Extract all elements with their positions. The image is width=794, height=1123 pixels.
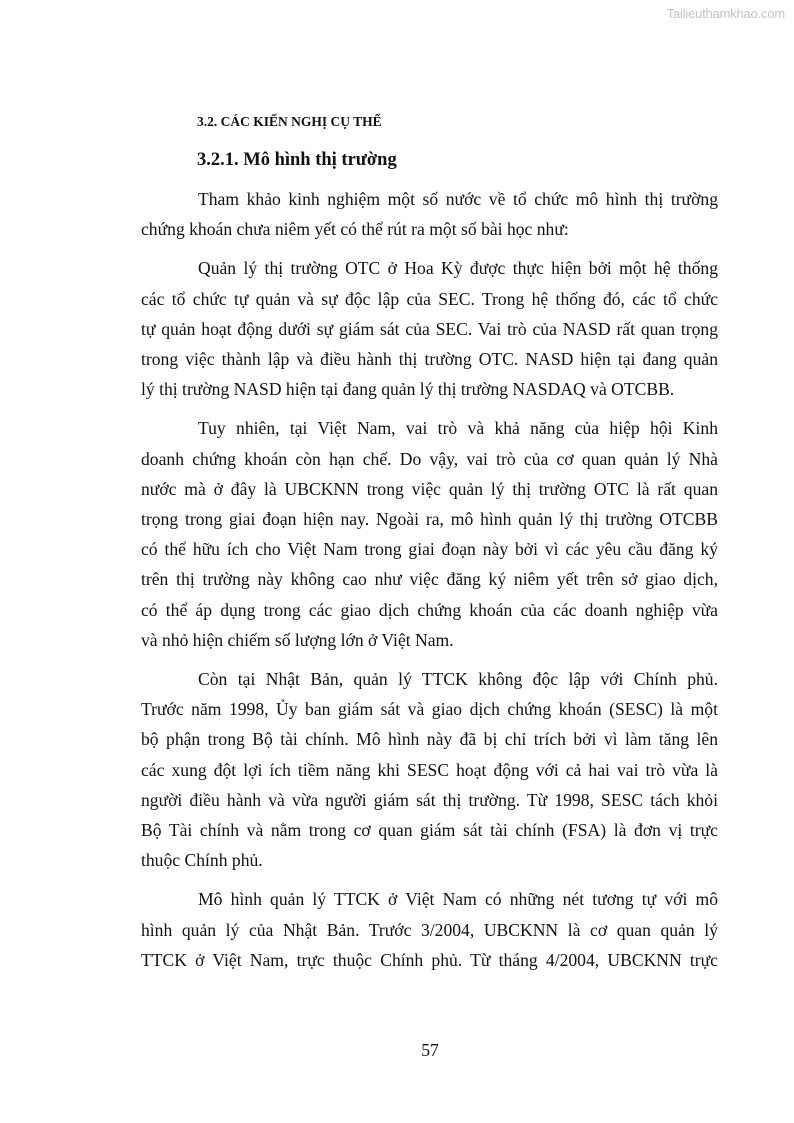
paragraph-5 [141,884,718,975]
paragraph-line: nước mà ở đây là UBCKNN trong việc quản lý thị trường OTC là rất quan [141,478,718,499]
paragraph-line: bộ phận trong Bộ tài chính. Mô hình này đã bị chỉ trích bởi vì làm tăng lên [141,729,718,750]
paragraph-line: doanh chứng khoán còn hạn chế. Do vậy, vai trò của cơ quan quản lý Nhà [141,448,718,469]
paragraph-line: có thể hữu ích cho Việt Nam trong giai đoạn này bởi vì các yêu cầu đăng ký [141,539,718,560]
paragraph-line: trên thị trường này không cao như việc đăng ký niêm yết trên sở giao dịch, [141,569,718,590]
paragraph-1 [141,184,718,244]
paragraph-line: Mô hình quản lý TTCK ở Việt Nam có những nét tương tự với mô [198,889,718,910]
page-number: 57 [421,1040,439,1060]
subsection-heading: 3.2.1. Mô hình thị trường [197,150,397,170]
paragraph-line: các xung đột lợi ích tiềm năng khi SESC hoạt động với cả hai vai trò vừa là [141,759,718,780]
paragraph-line: lý thị trường NASD hiện tại đang quản lý thị trường NASDAQ và OTCBB. [141,379,675,400]
document-body [141,112,718,975]
paragraph-line: Tham khảo kinh nghiệm một số nước về tổ chức mô hình thị trường [198,189,718,209]
paragraph-line: người điều hành và vừa người giám sát thị trường. Từ 1998, SESC tách khỏi [141,789,718,810]
paragraph-line: chứng khoán chưa niêm yết có thể rút ra một số bài học như: [141,219,569,240]
paragraph-line: Bộ Tài chính và nằm trong cơ quan giám sát tài chính (FSA) là đơn vị trực [141,820,718,841]
paragraph-line: hình quản lý của Nhật Bản. Trước 3/2004, UBCKNN là cơ quan quản lý [141,919,718,940]
paragraph-line: TTCK ở Việt Nam, trực thuộc Chính phủ. Từ tháng 4/2004, UBCKNN trực [141,949,718,970]
section-heading: 3.2. CÁC KIẾN NGHỊ CỤ THỂ [197,114,382,129]
paragraph-line: Quản lý thị trường OTC ở Hoa Kỳ được thực hiện bởi một hệ thống [198,258,718,279]
watermark-text: Tailieuthamkhao.com [666,6,785,21]
paragraph-2 [141,253,718,404]
paragraph-line: có thể áp dụng trong các giao dịch chứng khoán của các doanh nghiệp vừa [141,599,718,620]
paragraph-line: các tổ chức tự quản và sự độc lập của SEC. Trong hệ thống đó, các tổ chức [141,288,718,309]
paragraph-line: trong việc thành lập và điều hành thị trường OTC. NASD hiện tại đang quản [141,349,718,370]
paragraph-line: Còn tại Nhật Bản, quản lý TTCK không độc lập với Chính phủ. [198,669,718,690]
paragraph-line: Tuy nhiên, tại Việt Nam, vai trò và khả năng của hiệp hội Kinh [198,418,718,439]
paragraph-line: Trước năm 1998, Ủy ban giám sát và giao dịch chứng khoán (SESC) là một [141,699,718,720]
paragraph-3 [141,413,718,655]
paragraph-line: trọng trong giai đoạn hiện nay. Ngoài ra, mô hình quản lý thị trường OTCBB [141,509,718,530]
paragraph-line: và nhỏ hiện chiếm số lượng lớn ở Việt Nam. [141,629,454,650]
paragraph-line: tự quản hoạt động dưới sự giám sát của SEC. Vai trò của NASD rất quan trọng [141,318,718,339]
paragraph-line: thuộc Chính phủ. [141,850,263,871]
paragraph-4 [141,664,718,875]
